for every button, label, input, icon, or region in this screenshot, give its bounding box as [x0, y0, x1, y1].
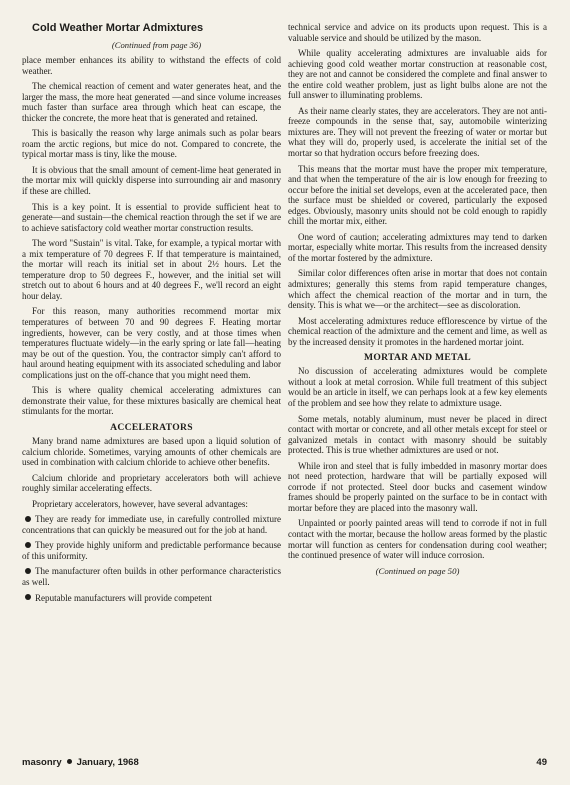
- page-footer: [22, 757, 547, 771]
- page-number: 49: [536, 757, 547, 768]
- bullet-icon: [25, 542, 31, 548]
- bullet-text: The manufacturer often builds in other performance characteristics as well.: [22, 566, 281, 587]
- paragraph: Some metals, notably aluminum, must never be placed in direct contact with mortar or concrete, and all other metals except for steel or galvanized metals in contact with masonry should be suitably protected. This is true whether admixtures are used or not.: [288, 413, 547, 456]
- issue-date: January, 1968: [76, 757, 139, 768]
- paragraph: This is a key point. It is essential to provide sufficient heat to generate—and sustain—the chemical reaction through the set if we are to achieve satisfactory cold weather mortar construction results.: [22, 201, 281, 233]
- bullet-icon: [25, 568, 31, 574]
- paragraph: One word of caution; accelerating admixtures may tend to darken mortar, especially white mortar. This results from the increased density of the mortar fostered by the admixture.: [288, 231, 547, 263]
- paragraph: No discussion of accelerating admixtures would be complete without a look at metal corrosion. While full treatment of this subject would be an article in itself, we can perhaps look at a few key elements of the problem and see how they relate to admixture usage.: [288, 366, 547, 408]
- paragraph: This is where quality chemical accelerating admixtures can demonstrate their value, for these mixtures basically are chemical heat stimulants for the mortar.: [22, 385, 281, 417]
- bullet-separator-icon: [67, 759, 72, 764]
- bullet-icon: [25, 516, 31, 522]
- paragraph: While quality accelerating admixtures are invaluable aids for achieving good cold weather mortar construction at reasonable cost, they are not and cannot be considered the complete and final answer to the entire cold weather problem, just as light bulbs alone are not the full answer to illuminating problems.: [288, 48, 547, 101]
- paragraph: Many brand name admixtures are based upon a liquid solution of calcium chloride. Sometimes, varying amounts of other chemicals are used in combination with calcium chloride to achieve other benefits.: [22, 435, 281, 468]
- bullet-item: [22, 514, 281, 535]
- article-title: Cold Weather Mortar Admixtures: [32, 22, 204, 34]
- bullet-item: [22, 540, 281, 561]
- paragraph: Most accelerating admixtures reduce efflorescence by virtue of the chemical reaction of the admixture and the cement and lime, as well as by the increased density it promotes in the hardened mortar joint.: [288, 315, 547, 347]
- paragraph: For this reason, many authorities recommend mortar mix temperatures of between 70 and 90 degrees F. Heating mortar ingredients, however, can be very costly, and at those times when temperatures fluctuate widely—in the early spring or late fall—heating may be out of the question. You, the contractor simply can't afford to haul around heating equipment with its associated scheduling and labor complications just on the off-chance that you might need them.: [22, 306, 281, 380]
- paragraph: place member enhances its ability to withstand the effects of cold weather.: [22, 55, 281, 76]
- paragraph: While iron and steel that is fully imbedded in masonry mortar does not need protection, hardware that will be partially exposed will corrode if not protected. Steel door bucks and casement window frames should be properly painted on the surface to be in contact with mortar before they are placed into the masonry wall.: [288, 460, 547, 513]
- magazine-name: masonry: [22, 757, 62, 768]
- bullet-text: Reputable manufacturers will provide competent: [35, 592, 212, 603]
- paragraph: As their name clearly states, they are accelerators. They are not anti-freeze compounds in the sense that, say, automobile winterizing mixtures are. They will not prevent the freezing of water or mortar but what they will do, properly used, is accelerate the initial set of the mortar so that hydration occurs before freezing does.: [288, 105, 547, 159]
- bullet-text: They are ready for immediate use, in carefully controlled mixture concentrations that can quickly be measured out for the job at hand.: [22, 514, 281, 535]
- paragraph: Proprietary accelerators, however, have several advantages:: [32, 498, 248, 509]
- continued-from-note: (Continued from page 36): [111, 40, 202, 50]
- section-heading-mortar-and-metal: MORTAR AND METAL: [364, 352, 471, 364]
- footer-publication: [22, 757, 139, 768]
- left-column: [22, 22, 281, 608]
- right-column: [288, 22, 547, 576]
- bullet-item: [22, 566, 281, 587]
- bullet-item: [22, 593, 281, 604]
- paragraph: This is basically the reason why large animals such as polar bears roam the arctic regions, but mice do not. Compared to concrete, the typical mortar mass is tiny, like the mouse.: [22, 128, 281, 160]
- bullet-text: They provide highly uniform and predictable performance because of this uniformity.: [22, 540, 281, 561]
- paragraph: Calcium chloride and proprietary accelerators both will achieve roughly similar accelerating effects.: [22, 472, 281, 494]
- paragraph: The word "Sustain" is vital. Take, for example, a typical mortar with a mix temperature of 70 degrees F. If that temperature is maintained, the mortar will reach its initial set in about 2½ hours. Let the temperature drop to 50 degrees F., however, and the initial set will stretch out to about 6 hours and at 40 degrees F., we'll record an eight hour delay.: [22, 238, 281, 301]
- paragraph: Unpainted or poorly painted areas will tend to corrode if not in full contact with the mortar, because the hollow areas formed by the plastic mortar will function as centers for condensation during cool weather; the continued presence of water will induce corrosion.: [288, 518, 547, 561]
- paragraph: technical service and advice on its products upon request. This is a valuable service and should be utilized by the mason.: [288, 22, 547, 43]
- bullet-icon: [25, 594, 31, 600]
- section-heading-accelerators: ACCELERATORS: [110, 421, 193, 433]
- paragraph: The chemical reaction of cement and water generates heat, and the larger the mass, the more heat generated —and since volume increases much faster than surface area through which heat can escape, the thicker the concrete, the more heat that is generated and retained.: [22, 81, 281, 123]
- continued-on-note: (Continued on page 50): [375, 565, 460, 576]
- paragraph: It is obvious that the small amount of cement-lime heat generated in the mortar mix will quickly disperse into surrounding air and masonry if these are chilled.: [22, 164, 281, 197]
- paragraph: Similar color differences often arise in mortar that does not contain admixtures; generally this stems from rapid temperature changes, which affect the chemical reaction of the mortar and in turn, the density. This is what we—or the architect—see as discoloration.: [288, 268, 547, 311]
- paragraph: This means that the mortar must have the proper mix temperature, and that when the temperature of the air is low enough for freezing to occur before the initial set develops, even at the accelerated pace, then the surface must be shielded or covered, particularly the exposed edges. Obviously, masonry units should not be cold enough to rapidly chill the mortar mix, either.: [288, 163, 547, 227]
